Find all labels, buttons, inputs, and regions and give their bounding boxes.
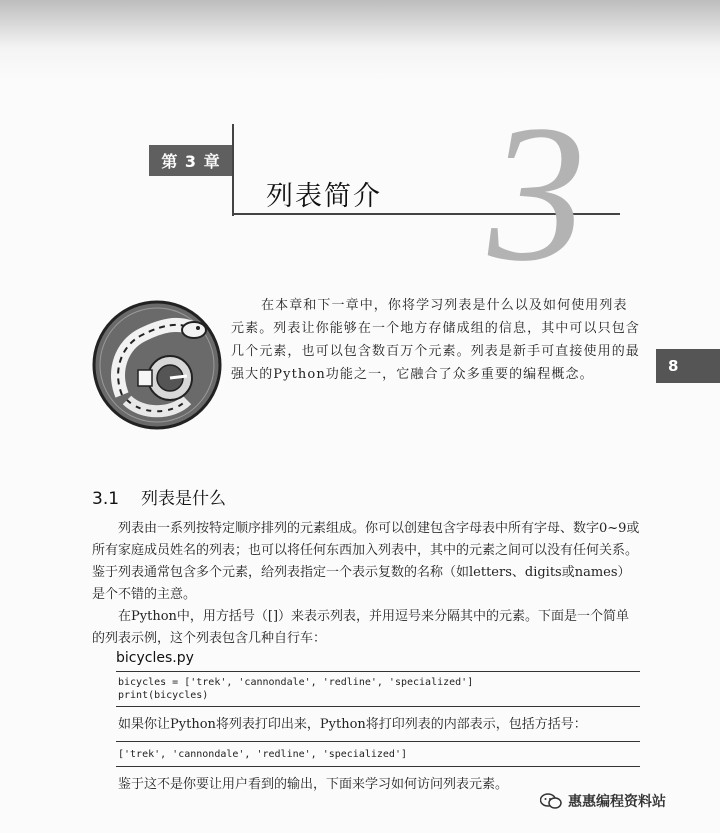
watermark-text: 惠惠编程资料站 xyxy=(568,794,666,810)
section-title: 列表是什么 xyxy=(141,489,227,509)
paragraph-3: 如果你让Python将列表打印出来，Python将打印列表的内部表示，包括方括号： xyxy=(118,717,587,732)
code-filename: bicycles.py xyxy=(116,650,194,666)
python-snake-logo-icon xyxy=(92,300,222,430)
wechat-icon xyxy=(540,793,562,809)
page-side-tab: 8 xyxy=(656,349,720,383)
section-heading xyxy=(92,484,226,509)
paragraph-1: 列表由一系列按特定顺序排列的元素组成。你可以创建包含字母表中所有字母、数字0~9或所有家庭成员姓名的列表；也可以将任何东西加入列表中，其中的元素之间可以没有任何关系。鉴于列表通常包含多个元素，给列表指定一个表示复数的名称（如letters、digits或names）是个不错的主意。 xyxy=(92,521,640,602)
output-bottom-rule xyxy=(116,766,640,767)
chapter-intro xyxy=(231,294,641,386)
code-bottom-rule xyxy=(116,706,640,707)
chapter-badge: 第 3 章 xyxy=(149,145,233,176)
intro-text: 在本章和下一章中，你将学习列表是什么以及如何使用列表元素。列表让你能够在一个地方存储成组的信息，其中可以只包含几个元素，也可以包含数百万个元素。列表是新手可直接使用的最强大的Python功能之一，它融合了众多重要的编程概念。 xyxy=(231,298,640,382)
output-top-rule xyxy=(116,741,640,742)
chapter-number: 3 xyxy=(488,85,586,302)
paragraph-4: 鉴于这不是你要让用户看到的输出，下面来学习如何访问列表元素。 xyxy=(118,777,509,792)
code-top-rule xyxy=(116,671,640,672)
paragraph-2: 在Python中，用方括号（[]）来表示列表，并用逗号来分隔其中的元素。下面是一个简单的列表示例，这个列表包含几种自行车： xyxy=(92,609,630,646)
chapter-title: 列表简介 xyxy=(266,181,382,212)
code-output: ['trek', 'cannondale', 'redline', 'specialized'] xyxy=(118,749,407,760)
section-number: 3.1 xyxy=(92,489,120,509)
watermark xyxy=(540,789,666,813)
title-vertical-rule xyxy=(232,124,234,216)
code-listing: bicycles = ['trek', 'cannondale', 'redline', 'specialized'] print(bicycles) xyxy=(118,677,474,701)
page-top-shadow xyxy=(0,0,720,80)
